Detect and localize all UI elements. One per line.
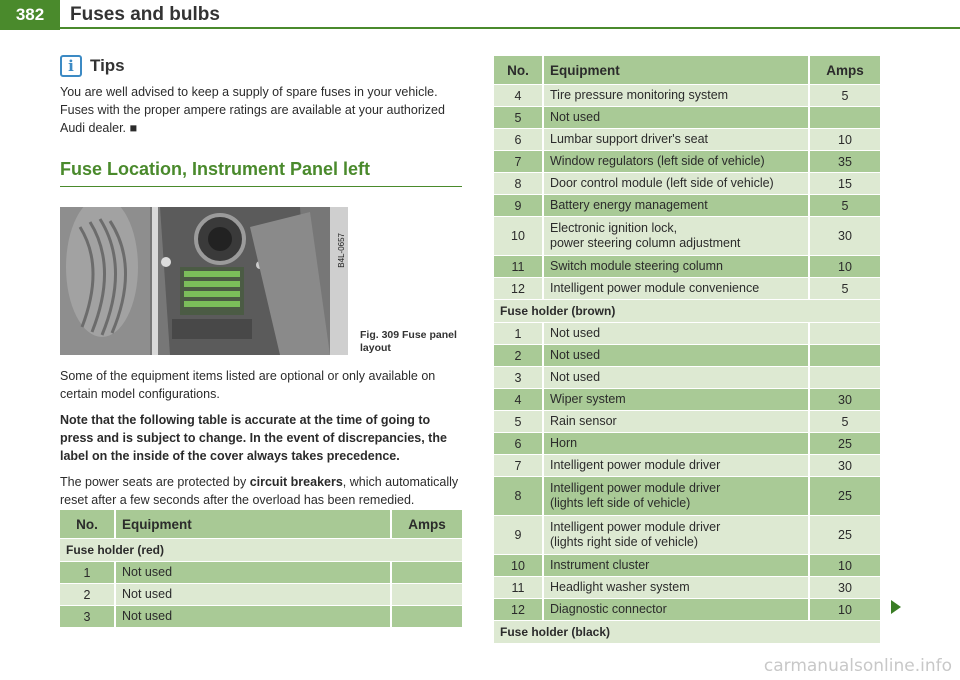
figure-code: B4L-0657: [337, 233, 346, 268]
fuse-number: 11: [494, 577, 544, 598]
fuse-equipment: Intelligent power module convenience: [544, 278, 810, 299]
table-row: [494, 323, 880, 344]
fuse-number: 4: [494, 85, 544, 106]
fuse-amps: 30: [810, 577, 880, 598]
table-row: [494, 256, 880, 277]
col-amps: Amps: [810, 56, 880, 84]
fuse-amps: 25: [810, 477, 880, 515]
col-no: No.: [494, 56, 544, 84]
col-amps: Amps: [392, 510, 462, 538]
fuse-number: 9: [494, 516, 544, 554]
fuse-number: 11: [494, 256, 544, 277]
fuse-panel-photo: [60, 207, 348, 355]
group-row: [494, 300, 880, 322]
fuse-number: 7: [494, 455, 544, 476]
table-row: [494, 85, 880, 106]
fuse-number: 3: [494, 367, 544, 388]
group-label: Fuse holder (brown): [494, 300, 880, 322]
tips-heading: [60, 55, 462, 77]
table-row: [494, 389, 880, 410]
fuse-amps: 30: [810, 455, 880, 476]
body-paragraph-3: [60, 473, 462, 509]
fuse-number: 10: [494, 217, 544, 255]
fuse-equipment: Tire pressure monitoring system: [544, 85, 810, 106]
next-page-arrow-icon: [891, 600, 901, 614]
fuse-number: 2: [60, 584, 116, 605]
table-row: [494, 129, 880, 150]
body-paragraph-2: Note that the following table is accurate at the time of going to press and is subject to change. In the event of discrepancies, the label on the inside of the cover always takes precedence.: [60, 413, 447, 463]
table-row: [494, 599, 880, 620]
fuse-equipment: Wiper system: [544, 389, 810, 410]
info-icon: i: [60, 55, 82, 77]
group-label: Fuse holder (black): [494, 621, 880, 643]
fuse-equipment: Horn: [544, 433, 810, 454]
fuse-equipment: Headlight washer system: [544, 577, 810, 598]
fuse-number: 7: [494, 151, 544, 172]
fuse-number: 4: [494, 389, 544, 410]
page-number: 382: [0, 0, 60, 30]
fuse-table-right: [494, 55, 880, 644]
table-row: [494, 151, 880, 172]
fuse-table-red: [60, 509, 462, 628]
section-title: Fuse Location, Instrument Panel left: [60, 159, 371, 179]
col-equipment: Equipment: [544, 56, 810, 84]
figure-caption: Fig. 309 Fuse panel layout: [360, 329, 457, 354]
col-no: No.: [60, 510, 116, 538]
table-row: [494, 477, 880, 515]
p3-text-bold: circuit breakers: [249, 475, 343, 489]
fuse-amps: [810, 345, 880, 366]
fuse-equipment: Not used: [544, 323, 810, 344]
table-row: [494, 345, 880, 366]
fuse-amps: [392, 606, 462, 627]
fuse-equipment: Intelligent power module driver (lights left side of vehicle): [544, 477, 810, 515]
fuse-number: 12: [494, 599, 544, 620]
table-header: [494, 56, 880, 84]
fuse-amps: 5: [810, 411, 880, 432]
tips-text: You are well advised to keep a supply of spare fuses in your vehicle. Fuses with the proper ampere ratings are available at your authorized Audi dealer. ■: [60, 85, 445, 135]
table-row: [494, 577, 880, 598]
group-label: Fuse holder (red): [60, 539, 462, 561]
table-row: [60, 606, 462, 627]
group-row: [60, 539, 462, 561]
p3-text-b: , which automatically reset after a few seconds after the overload has been remedied.: [60, 475, 459, 507]
fuse-number: 1: [60, 562, 116, 583]
table-row: [494, 217, 880, 255]
fuse-table-left: [60, 509, 462, 628]
table-row: [494, 173, 880, 194]
fuse-amps: 25: [810, 433, 880, 454]
group-row: [494, 621, 880, 643]
fuse-amps: 35: [810, 151, 880, 172]
fuse-number: 5: [494, 107, 544, 128]
fuse-number: 2: [494, 345, 544, 366]
fuse-equipment: Instrument cluster: [544, 555, 810, 576]
fuse-equipment: Intelligent power module driver (lights right side of vehicle): [544, 516, 810, 554]
fuse-number: 9: [494, 195, 544, 216]
fuse-equipment: Rain sensor: [544, 411, 810, 432]
fuse-equipment: Not used: [544, 107, 810, 128]
fuse-amps: 5: [810, 195, 880, 216]
fuse-amps: 10: [810, 256, 880, 277]
fuse-equipment: Diagnostic connector: [544, 599, 810, 620]
fuse-amps: 10: [810, 599, 880, 620]
fuse-number: 6: [494, 433, 544, 454]
col-equipment: Equipment: [116, 510, 392, 538]
fuse-equipment: Battery energy management: [544, 195, 810, 216]
table-row: [494, 107, 880, 128]
fuse-number: 1: [494, 323, 544, 344]
fuse-number: 6: [494, 129, 544, 150]
fuse-amps: 30: [810, 389, 880, 410]
fuse-equipment: Intelligent power module driver: [544, 455, 810, 476]
fuse-table-brown: [494, 55, 880, 644]
left-column: [60, 55, 462, 509]
chapter-title: Fuses and bulbs: [70, 4, 220, 25]
fuse-amps: [810, 107, 880, 128]
fuse-amps: 25: [810, 516, 880, 554]
fuse-equipment: Not used: [544, 367, 810, 388]
fuse-amps: [392, 584, 462, 605]
header-rule: [60, 27, 960, 29]
fuse-equipment: Window regulators (left side of vehicle): [544, 151, 810, 172]
table-row: [60, 562, 462, 583]
fuse-amps: 5: [810, 278, 880, 299]
table-header: [60, 510, 462, 538]
fuse-equipment: Not used: [116, 606, 392, 627]
fuse-number: 3: [60, 606, 116, 627]
fuse-number: 5: [494, 411, 544, 432]
fuse-panel-illustration: [60, 207, 348, 355]
fuse-amps: 15: [810, 173, 880, 194]
fuse-amps: [392, 562, 462, 583]
p3-text-a: The power seats are protected by: [60, 475, 250, 489]
fuse-equipment: Switch module steering column: [544, 256, 810, 277]
fuse-number: 8: [494, 173, 544, 194]
fuse-number: 12: [494, 278, 544, 299]
body-paragraph-1: Some of the equipment items listed are optional or only available on certain model configurations.: [60, 369, 436, 401]
tips-label: Tips: [90, 56, 125, 75]
fuse-equipment: Electronic ignition lock, power steering column adjustment: [544, 217, 810, 255]
fuse-amps: 10: [810, 555, 880, 576]
fuse-amps: 10: [810, 129, 880, 150]
table-row: [494, 411, 880, 432]
fuse-equipment: Not used: [116, 584, 392, 605]
fuse-equipment: Not used: [544, 345, 810, 366]
table-row: [494, 367, 880, 388]
table-row: [494, 278, 880, 299]
table-row: [494, 555, 880, 576]
table-row: [60, 584, 462, 605]
fuse-equipment: Lumbar support driver's seat: [544, 129, 810, 150]
table-row: [494, 516, 880, 554]
fuse-amps: [810, 323, 880, 344]
watermark: carmanualsonline.info: [763, 656, 952, 676]
fuse-amps: 30: [810, 217, 880, 255]
fuse-number: 10: [494, 555, 544, 576]
table-row: [494, 455, 880, 476]
fuse-amps: 5: [810, 85, 880, 106]
table-row: [494, 195, 880, 216]
fuse-number: 8: [494, 477, 544, 515]
figure-row: [60, 207, 462, 355]
table-row: [494, 433, 880, 454]
fuse-amps: [810, 367, 880, 388]
fuse-equipment: Door control module (left side of vehicle): [544, 173, 810, 194]
fuse-equipment: Not used: [116, 562, 392, 583]
section-rule: [60, 186, 462, 187]
